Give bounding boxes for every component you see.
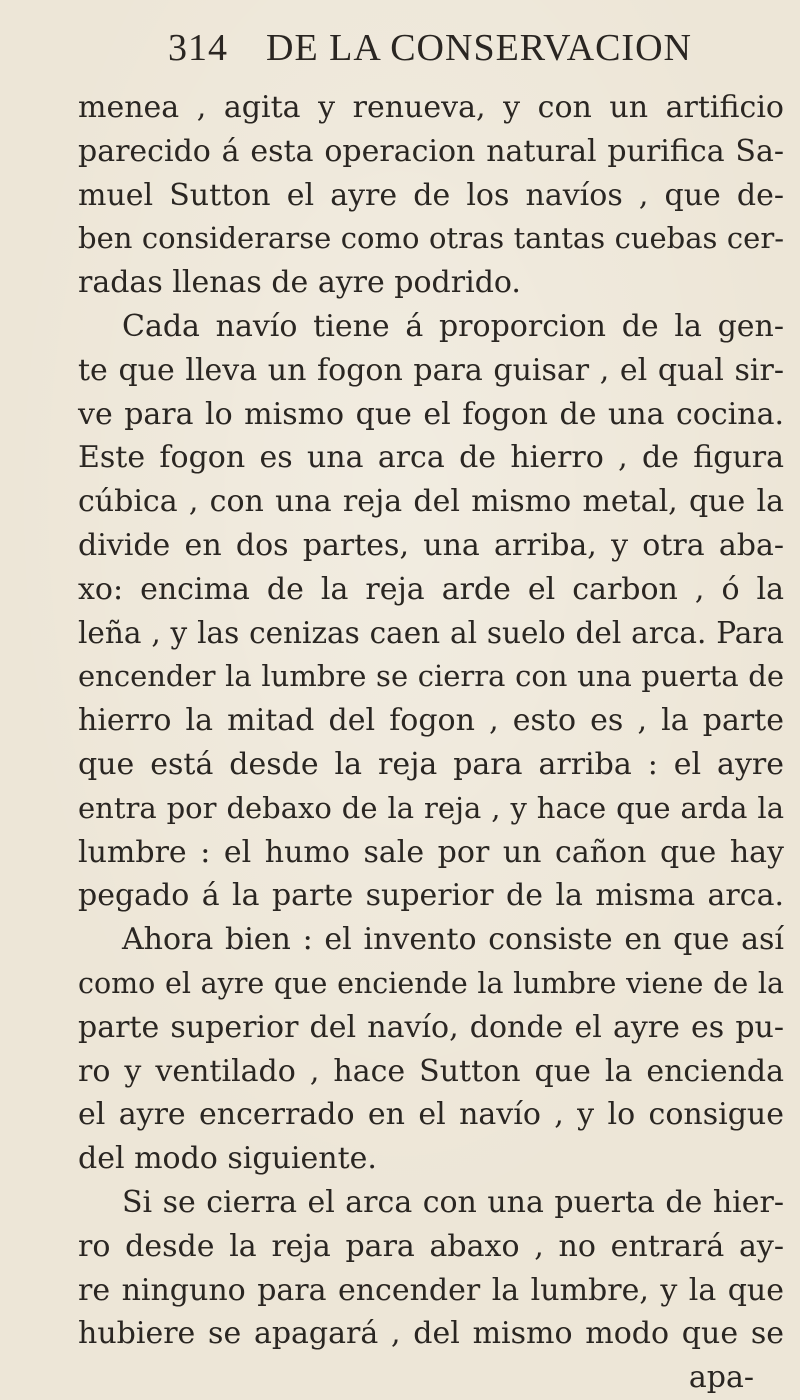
- text-line: Este fogon es una arca de hierro , de figura: [78, 440, 784, 476]
- text-line: menea , agita y renueva, y con un artificio: [78, 90, 784, 125]
- catchword: apa-: [688, 1360, 754, 1396]
- text-line: re ninguno para encender la lumbre, y la que: [78, 1272, 784, 1308]
- text-line: cúbica , con una reja del mismo metal, que la: [78, 484, 784, 520]
- text-line: como el ayre que enciende la lumbre viene de la: [78, 966, 784, 1000]
- body-text: [78, 86, 784, 1400]
- text-line: que está desde la reja para arriba : el ayre: [78, 746, 784, 782]
- text-line: Cada navío tiene á proporcion de la gen-: [122, 308, 784, 344]
- text-line: hierro la mitad del fogon , esto es , la parte: [78, 703, 784, 739]
- text-line: el ayre encerrado en el navío , y lo consigue: [78, 1097, 784, 1133]
- text-line: ben considerarse como otras tantas cuebas cer-: [78, 221, 784, 256]
- text-line: hubiere se apagará , del mismo modo que se: [78, 1316, 784, 1352]
- running-header: [168, 26, 692, 70]
- text-line: ro desde la reja para abaxo , no entrará ay-: [78, 1228, 784, 1264]
- page-number: 314: [168, 27, 228, 69]
- text-line: del modo siguiente.: [78, 1141, 377, 1177]
- text-line: muel Sutton el ayre de los navíos , que de-: [78, 177, 784, 213]
- text-line: ve para lo mismo que el fogon de una cocina.: [78, 396, 784, 432]
- text-line: radas llenas de ayre podrido.: [78, 265, 521, 301]
- text-line: pegado á la parte superior de la misma arca.: [78, 878, 784, 914]
- text-line: encender la lumbre se cierra con una puerta de: [78, 659, 784, 694]
- text-line: ro y ventilado , hace Sutton que la encienda: [78, 1053, 784, 1089]
- text-line: entra por debaxo de la reja , y hace que arda la: [78, 790, 784, 825]
- text-line: Si se cierra el arca con una puerta de hier-: [122, 1184, 784, 1220]
- running-title: DE LA CONSERVACION: [266, 27, 692, 69]
- text-line: xo: encima de la reja arde el carbon , ó la: [78, 571, 784, 607]
- text-line: te que lleva un fogon para guisar , el qual sir-: [78, 352, 784, 388]
- text-line: leña , y las cenizas caen al suelo del arca. Para: [78, 615, 784, 650]
- text-line: divide en dos partes, una arriba, y otra aba-: [78, 527, 784, 563]
- text-line: parte superior del navío, donde el ayre es pu-: [78, 1009, 784, 1045]
- text-line: lumbre : el humo sale por un cañon que hay: [78, 834, 784, 870]
- text-line: Ahora bien : el invento consiste en que así: [122, 922, 784, 958]
- text-line: parecido á esta operacion natural purifica Sa-: [78, 133, 784, 169]
